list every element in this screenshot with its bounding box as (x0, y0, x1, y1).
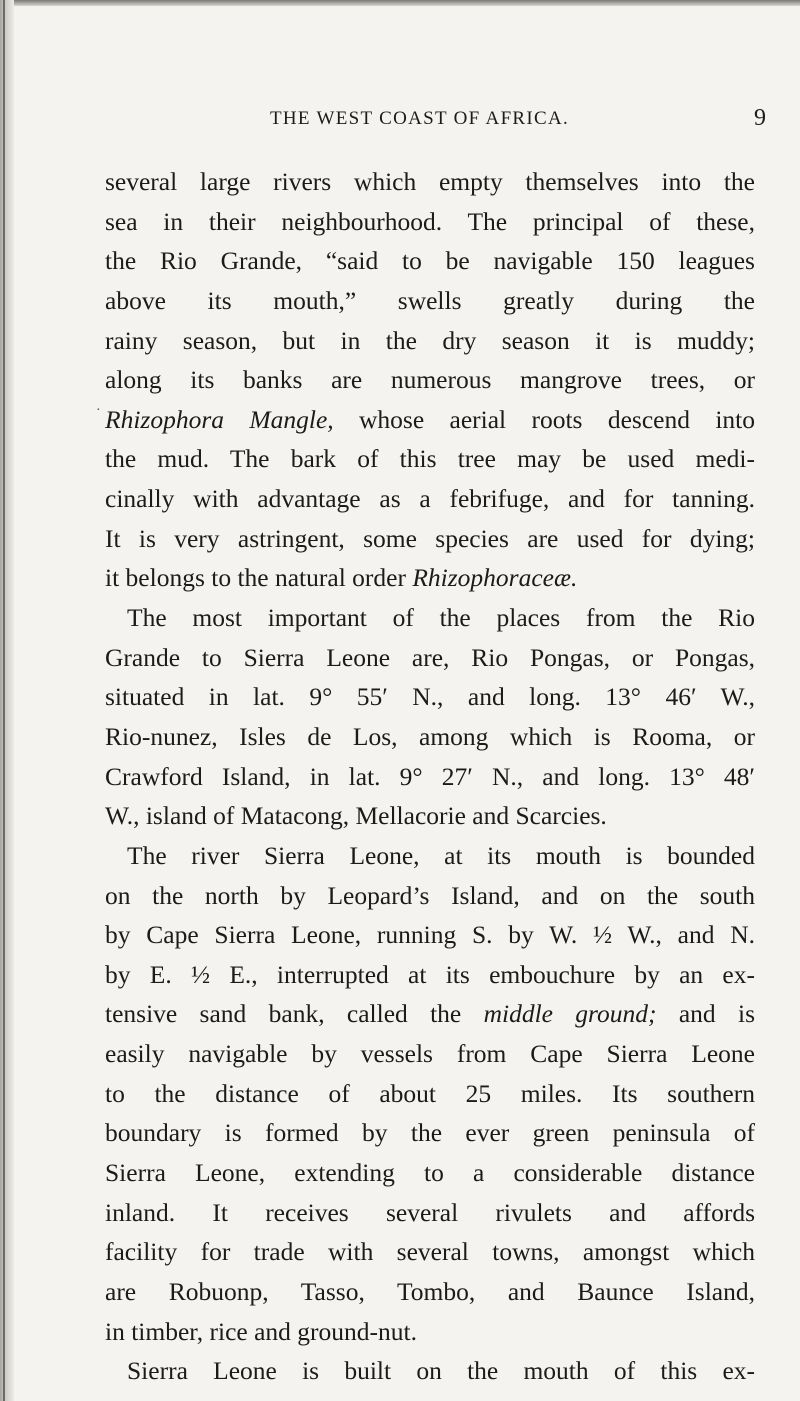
text-line: rainy season, but in the dry season it is muddy; (105, 325, 755, 355)
text-line: to the distance of about 25 miles. Its southern (105, 1078, 755, 1108)
italic-term: Rhizophoraceæ. (412, 563, 578, 593)
text-line: Rhizophora Mangle, whose aerial roots descend into (105, 404, 755, 434)
text-line: Sierra Leone is built on the mouth of this ex- (127, 1356, 755, 1386)
italic-term: middle ground; (483, 999, 657, 1029)
text-line: It is very astringent, some species are used for dying; (105, 523, 755, 553)
text-line: the Rio Grande, “said to be navigable 150 leagues (105, 246, 755, 276)
text-line: facility for trade with several towns, amongst which (105, 1237, 755, 1267)
text-line: The most important of the places from the Rio (127, 603, 755, 633)
book-spine-edge (0, 0, 14, 1401)
text-line: above its mouth,” swells greatly during the (105, 285, 755, 315)
text-line: by E. ½ E., interrupted at its embouchure by an ex- (105, 959, 755, 989)
text-line: situated in lat. 9° 55′ N., and long. 13° 46′ W., (105, 682, 755, 712)
text-line: boundary is formed by the ever green peninsula of (105, 1118, 755, 1148)
page-number: 9 (754, 105, 766, 131)
text-line: sea in their neighbourhood. The principal of these, (105, 206, 755, 236)
text-line: by Cape Sierra Leone, running S. by W. ½ W., and N. (105, 920, 755, 950)
text-line: in timber, rice and ground-nut. (105, 1316, 417, 1346)
text-line: along its banks are numerous mangrove trees, or (105, 365, 755, 395)
text-line: tensive sand bank, called the middle ground; and is (105, 999, 755, 1029)
page-header (0, 105, 800, 138)
text-line: cinally with advantage as a febrifuge, and for tanning. (105, 484, 755, 514)
text-line: on the north by Leopard’s Island, and on the south (105, 880, 755, 910)
text-line: easily navigable by vessels from Cape Sierra Leone (105, 1039, 755, 1069)
text-line: several large rivers which empty themselves into the (105, 167, 755, 196)
text-line: are Robuonp, Tasso, Tombo, and Baunce Island, (105, 1276, 755, 1306)
text-line: Sierra Leone, extending to a considerable distance (105, 1158, 755, 1188)
spine-line (3, 0, 5, 1401)
margin-dot: · (96, 403, 101, 418)
body-text (105, 162, 755, 1391)
text-line: inland. It receives several rivulets and affords (105, 1197, 755, 1227)
text-line: Rio-nunez, Isles de Los, among which is Rooma, or (105, 721, 755, 751)
page-top-edge (0, 0, 800, 6)
italic-term: Rhizophora Mangle, (105, 404, 334, 434)
text-line: W., island of Matacong, Mellacorie and Scarcies. (105, 801, 607, 831)
text-line: Crawford Island, in lat. 9° 27′ N., and long. 13° 48′ (105, 761, 755, 791)
running-head: THE WEST COAST OF AFRICA. (270, 108, 570, 129)
text-line: Grande to Sierra Leone are, Rio Pongas, or Pongas, (105, 642, 755, 672)
text-line: the mud. The bark of this tree may be used medi- (105, 444, 755, 474)
text-line: The river Sierra Leone, at its mouth is bounded (127, 840, 755, 870)
text-line: it belongs to the natural order Rhizophoraceæ. (105, 563, 578, 593)
